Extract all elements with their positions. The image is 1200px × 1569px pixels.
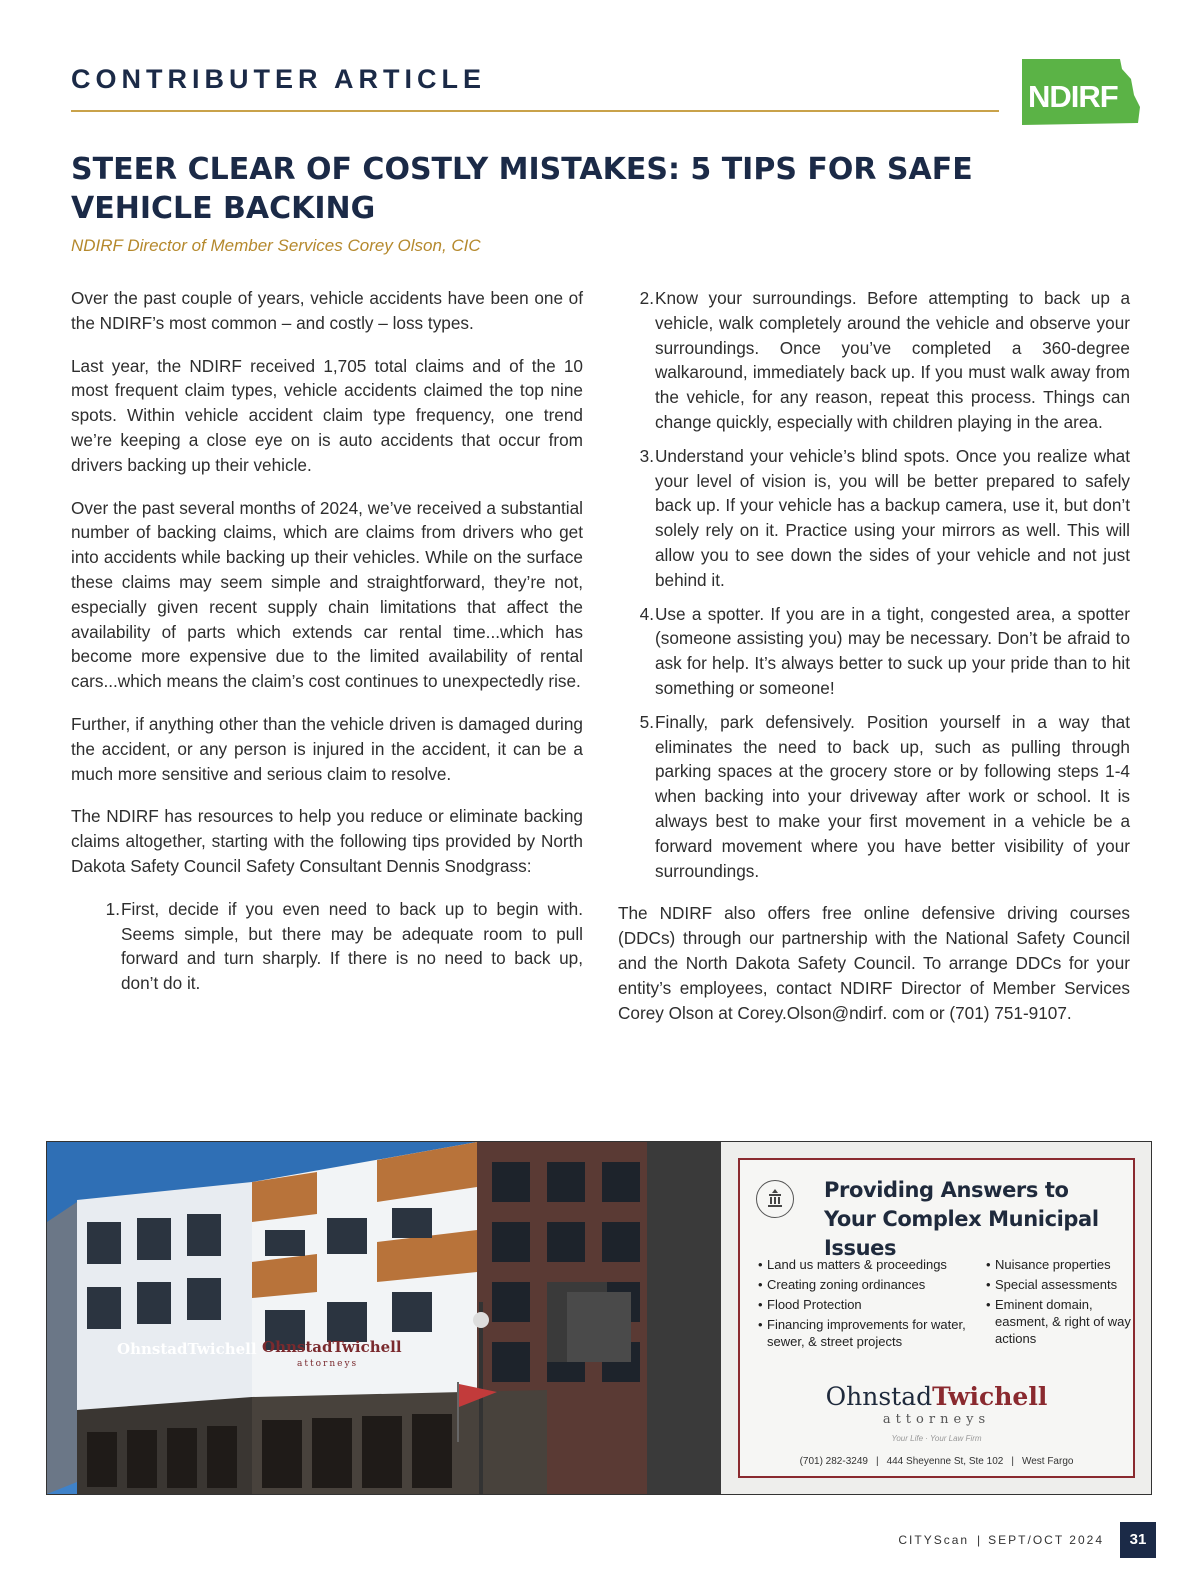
ad-services-left xyxy=(758,1256,968,1353)
ad-service-item: • Financing improvements for water, sewer, & street projects xyxy=(758,1316,968,1350)
ad-card xyxy=(738,1158,1135,1478)
page-footer: CITYScan | SEPT/OCT 2024 xyxy=(898,1533,1104,1547)
ad-service-item: • Flood Protection xyxy=(758,1296,968,1313)
ad-brand-sub: attorneys xyxy=(882,1412,991,1427)
closing-paragraph: The NDIRF also offers free online defensive driving courses (DDCs) through our partnership with the National Safety Council and the North Dakota Safety Council. To arrange DDCs for your entity’s employees, contact NDIRF Director of Member Services Corey Olson at Corey.Olson@ndirf. com or (701) 751-9107. xyxy=(618,903,1130,1023)
issue-date: SEPT/OCT 2024 xyxy=(988,1533,1104,1547)
logo-text: NDIRF xyxy=(1028,79,1118,114)
ad-brand-part2: Twichell xyxy=(932,1382,1048,1411)
paragraph: The NDIRF has resources to help you reduce or eliminate backing claims altogether, starting with the following tips provided by North Dakota Safety Council Safety Consultant Dennis Snodgrass: xyxy=(71,806,583,876)
tip-text: Understand your vehicle’s blind spots. Once you realize what your level of vision is, you will be better prepared to safely back up. If your vehicle has a backup camera, use it, but don’t solely rely on it. Practice using your mirrors as well. This will allow you to see down the sides of your vehicle and not just behind it. xyxy=(655,445,1130,590)
tip-item xyxy=(87,897,583,996)
ad-service-item: • Nuisance properties xyxy=(986,1256,1134,1273)
tip-number: 2. xyxy=(639,288,654,308)
ad-contact: (701) 282-3249 | 444 Sheyenne St, Ste 102 | West Fargo xyxy=(799,1456,1074,1467)
tip-number: 3. xyxy=(639,445,654,466)
photo-sign: OhnstadTwichell xyxy=(262,1338,402,1356)
article-headline: STEER CLEAR OF COSTLY MISTAKES: 5 TIPS FOR SAFE VEHICLE BACKING xyxy=(71,152,973,226)
paragraph: Over the past several months of 2024, we’ve received a substantial number of backing claims, which are claims from drivers who get into accidents while backing up their vehicles. While on the surface these claims may seem simple and straightforward, they’re not, especially given recent supply chain limitations that affect the availability of parts which extends car rental time...which has become more expensive due to the limited availability of rental cars...which means the claim’s cost continues to unexpectedly rise. xyxy=(71,497,583,692)
ad-address: 444 Sheyenne St, Ste 102 xyxy=(886,1456,1004,1467)
article-left-column xyxy=(71,286,583,1014)
photo-sign: OhnstadTwichell xyxy=(117,1340,257,1358)
article-byline: NDIRF Director of Member Services Corey Olson, CIC xyxy=(71,236,481,255)
tip-number: 5. xyxy=(639,711,654,732)
ad-service-item: • Creating zoning ordinances xyxy=(758,1276,968,1293)
courthouse-icon xyxy=(756,1180,794,1218)
ad-title: Providing Answers to Your Complex Municipal Issues xyxy=(824,1178,1099,1260)
ad-service-item: • Special assessments xyxy=(986,1276,1134,1293)
article-right-column xyxy=(618,286,1130,1043)
tips-list-continued xyxy=(618,286,1130,883)
tip-text: Finally, park defensively. Position yourself in a way that eliminates the need to back up, such as pulling through parking spaces at the grocery store or by following steps 1-4 when backing into your driveway after work or school. It is always best to make your first movement in a vehicle be a forward movement where you have better visibility of your surroundings. xyxy=(655,711,1130,881)
tip-number: 1. xyxy=(105,898,120,919)
tip-item xyxy=(618,602,1130,701)
tip-number: 4. xyxy=(639,603,654,624)
tip-text: Use a spotter. If you are in a tight, congested area, a spotter (someone assisting you) may be necessary. Don’t be afraid to ask for help. It’s always better to suck up your pride than to hit something or someone! xyxy=(655,603,1130,698)
advertisement[interactable] xyxy=(46,1141,1152,1495)
header-rule xyxy=(71,110,999,112)
ad-city: West Fargo xyxy=(1021,1456,1074,1467)
paragraph: Further, if anything other than the vehicle driven is damaged during the accident, or any person is injured in the accident, it can be a much more sensitive and serious claim to resolve. xyxy=(71,713,583,784)
building-photo xyxy=(47,1142,721,1494)
ad-phone: (701) 282-3249 xyxy=(799,1456,868,1467)
tip-text: Know your surroundings. Before attempting to back up a vehicle, walk completely around the vehicle and observe your surroundings. Once you’ve completed a 360-degree walkaround, immediately back up. If you must walk away from the vehicle, for any reason, repeat this process. Things can change quickly, especially with children playing in the area. xyxy=(655,288,1130,432)
tips-list xyxy=(71,897,583,996)
paragraph: Over the past couple of years, vehicle accidents have been one of the NDIRF’s most common – and costly – loss types. xyxy=(71,288,583,333)
photo-sign-sub: attorneys xyxy=(297,1359,359,1369)
publication-name: CITYScan xyxy=(898,1533,970,1547)
section-label: CONTRIBUTER ARTICLE xyxy=(71,64,486,94)
tip-item xyxy=(618,286,1130,435)
ad-service-item: • Eminent domain, easment, & right of way actions xyxy=(986,1296,1134,1347)
tip-text: First, decide if you even need to back up to begin with. Seems simple, but there may be adequate room to pull forward and turn sharply. If there is no need to back up, don’t do it. xyxy=(121,898,583,994)
ndirf-logo xyxy=(1016,55,1141,131)
ad-brand-logo xyxy=(740,1382,1133,1411)
ad-services-right xyxy=(986,1256,1134,1350)
ad-service-item: • Land us matters & proceedings xyxy=(758,1256,968,1273)
ad-brand-part1: Ohnstad xyxy=(825,1382,933,1411)
paragraph: Last year, the NDIRF received 1,705 total claims and of the 10 most frequent claim types, vehicle accidents claimed the top nine spots. Within vehicle accident claim type frequency, one trend we’re keeping a close eye on is auto accidents that occur from drivers backing up their vehicle. xyxy=(71,355,583,475)
tip-item xyxy=(618,710,1130,884)
ad-tagline: Your Life · Your Law Firm xyxy=(891,1434,982,1443)
page-number: 31 xyxy=(1120,1522,1156,1558)
tip-item xyxy=(618,444,1130,593)
